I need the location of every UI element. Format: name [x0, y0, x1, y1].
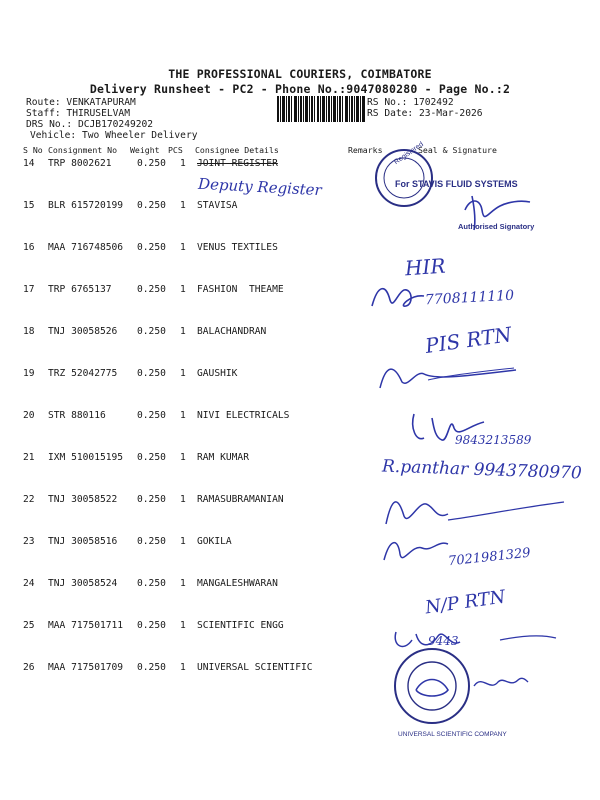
- row-consignment: BLR 615720199: [48, 200, 124, 211]
- stamp-universal-text: UNIVERSAL SCIENTIFIC COMPANY: [398, 731, 507, 738]
- signature-row17: [368, 280, 428, 314]
- row-pcs: 1: [180, 662, 186, 673]
- row-weight: 0.250: [137, 242, 166, 253]
- company-title: THE PROFESSIONAL COURIERS, COIMBATORE: [168, 67, 432, 81]
- row-sno: 18: [23, 326, 35, 337]
- stamp-registered-text: Registered: [393, 140, 425, 167]
- drs-label: DRS No.: DCJB170249202: [26, 119, 154, 130]
- row-pcs: 1: [180, 620, 186, 631]
- row-weight: 0.250: [137, 410, 166, 421]
- row-consignee: RAM KUMAR: [197, 452, 249, 463]
- row-weight: 0.250: [137, 326, 166, 337]
- barcode: [277, 96, 365, 122]
- row-consignment: STR 880116: [48, 410, 106, 421]
- handwriting-deputy-register: Deputy Register: [197, 174, 323, 200]
- row-consignee: VENUS TEXTILES: [197, 242, 278, 253]
- handwriting-pis-rtn: PIS RTN: [423, 322, 514, 358]
- handwriting-phone-20: 9843213589: [455, 433, 532, 447]
- row-pcs: 1: [180, 284, 186, 295]
- row-pcs: 1: [180, 410, 186, 421]
- row-sno: 19: [23, 368, 35, 379]
- table-row: [0, 242, 600, 256]
- row-consignee: GAUSHIK: [197, 368, 238, 379]
- row-weight: 0.250: [137, 158, 166, 169]
- row-consignment: IXM 510015195: [48, 452, 124, 463]
- signature-row22: [378, 490, 568, 530]
- row-consignee: RAMASUBRAMANIAN: [197, 494, 284, 505]
- stamp-authorised-signatory: Authorised Signatory: [458, 222, 535, 231]
- row-weight: 0.250: [137, 452, 166, 463]
- row-sno: 23: [23, 536, 35, 547]
- handwriting-phone-17: 7708111110: [424, 287, 515, 309]
- row-pcs: 1: [180, 536, 186, 547]
- row-sno: 26: [23, 662, 35, 673]
- row-weight: 0.250: [137, 620, 166, 631]
- table-row: [0, 410, 600, 424]
- col-consignee: Consignee Details: [195, 145, 279, 155]
- signature-row26: [470, 670, 530, 694]
- row-pcs: 1: [180, 326, 186, 337]
- row-sno: 21: [23, 452, 35, 463]
- row-weight: 0.250: [137, 578, 166, 589]
- handwriting-nip-rtn: N/P RTN: [423, 586, 507, 619]
- row-consignee: BALACHANDRAN: [197, 326, 267, 337]
- handwriting-phone-23: 7021981329: [447, 545, 532, 570]
- row-consignment: TNJ 30058524: [48, 578, 118, 589]
- route-label: Route: VENKATAPURAM: [26, 97, 136, 108]
- rs-number: RS No.: 1702492: [367, 97, 454, 108]
- row-sno: 16: [23, 242, 35, 253]
- stamp-firm-name: For STAVIS FLUID SYSTEMS: [395, 179, 518, 189]
- col-weight: Weight: [130, 145, 160, 155]
- row-consignee: FASHION THEAME: [197, 284, 284, 295]
- row-sno: 22: [23, 494, 35, 505]
- row-sno: 25: [23, 620, 35, 631]
- row-consignment: TRP 8002621: [48, 158, 112, 169]
- signature-row19: [376, 358, 526, 394]
- row-sno: 14: [23, 158, 35, 169]
- row-weight: 0.250: [137, 368, 166, 379]
- row-consignment: TNJ 30058516: [48, 536, 118, 547]
- handwriting-phone-25: 9443: [428, 634, 459, 648]
- row-pcs: 1: [180, 578, 186, 589]
- row-consignment: MAA 717501709: [48, 662, 124, 673]
- row-weight: 0.250: [137, 536, 166, 547]
- table-row: [0, 578, 600, 592]
- universal-scientific-stamp: [392, 646, 472, 726]
- row-consignee: GOKILA: [197, 536, 232, 547]
- staff-label: Staff: THIRUSELVAM: [26, 108, 130, 119]
- row-weight: 0.250: [137, 200, 166, 211]
- row-consignment: TRZ 52042775: [48, 368, 118, 379]
- row-consignee: MANGALESHWARAN: [197, 578, 278, 589]
- col-sno: S No: [23, 145, 43, 155]
- handwriting-ram-kumar: R.panthar 9943780970: [381, 456, 583, 484]
- handwriting-hir: HIR: [404, 253, 447, 281]
- row-consignment: MAA 716748506: [48, 242, 124, 253]
- row-weight: 0.250: [137, 662, 166, 673]
- row-sno: 15: [23, 200, 35, 211]
- row-consignment: TNJ 30058526: [48, 326, 118, 337]
- row-sno: 24: [23, 578, 35, 589]
- row-pcs: 1: [180, 158, 186, 169]
- col-pcs: PCS: [168, 145, 183, 155]
- row-pcs: 1: [180, 242, 186, 253]
- vehicle-label: Vehicle: Two Wheeler Delivery: [30, 130, 198, 141]
- row-weight: 0.250: [137, 494, 166, 505]
- row-consignee: STAVISA: [197, 200, 238, 211]
- row-pcs: 1: [180, 200, 186, 211]
- row-pcs: 1: [180, 368, 186, 379]
- row-consignee: JOINT REGISTER: [197, 158, 278, 169]
- col-seal-signature: Seal & Signature: [418, 145, 497, 155]
- row-consignee: SCIENTIFIC ENGG: [197, 620, 284, 631]
- row-sno: 20: [23, 410, 35, 421]
- rs-date: RS Date: 23-Mar-2026: [367, 108, 483, 119]
- runsheet-title: Delivery Runsheet - PC2 - Phone No.:9047080280 - Page No.:2: [89, 82, 511, 96]
- row-consignment: TNJ 30058522: [48, 494, 118, 505]
- row-weight: 0.250: [137, 284, 166, 295]
- col-remarks: Remarks: [348, 145, 383, 155]
- row-consignment: TRP 6765137: [48, 284, 112, 295]
- row-consignee: UNIVERSAL SCIENTIFIC: [197, 662, 313, 673]
- signature-row25: [390, 618, 560, 658]
- row-sno: 17: [23, 284, 35, 295]
- row-pcs: 1: [180, 494, 186, 505]
- row-consignment: MAA 717501711: [48, 620, 124, 631]
- row-consignee: NIVI ELECTRICALS: [197, 410, 290, 421]
- row-pcs: 1: [180, 452, 186, 463]
- col-consignment: Consignment No: [48, 145, 118, 155]
